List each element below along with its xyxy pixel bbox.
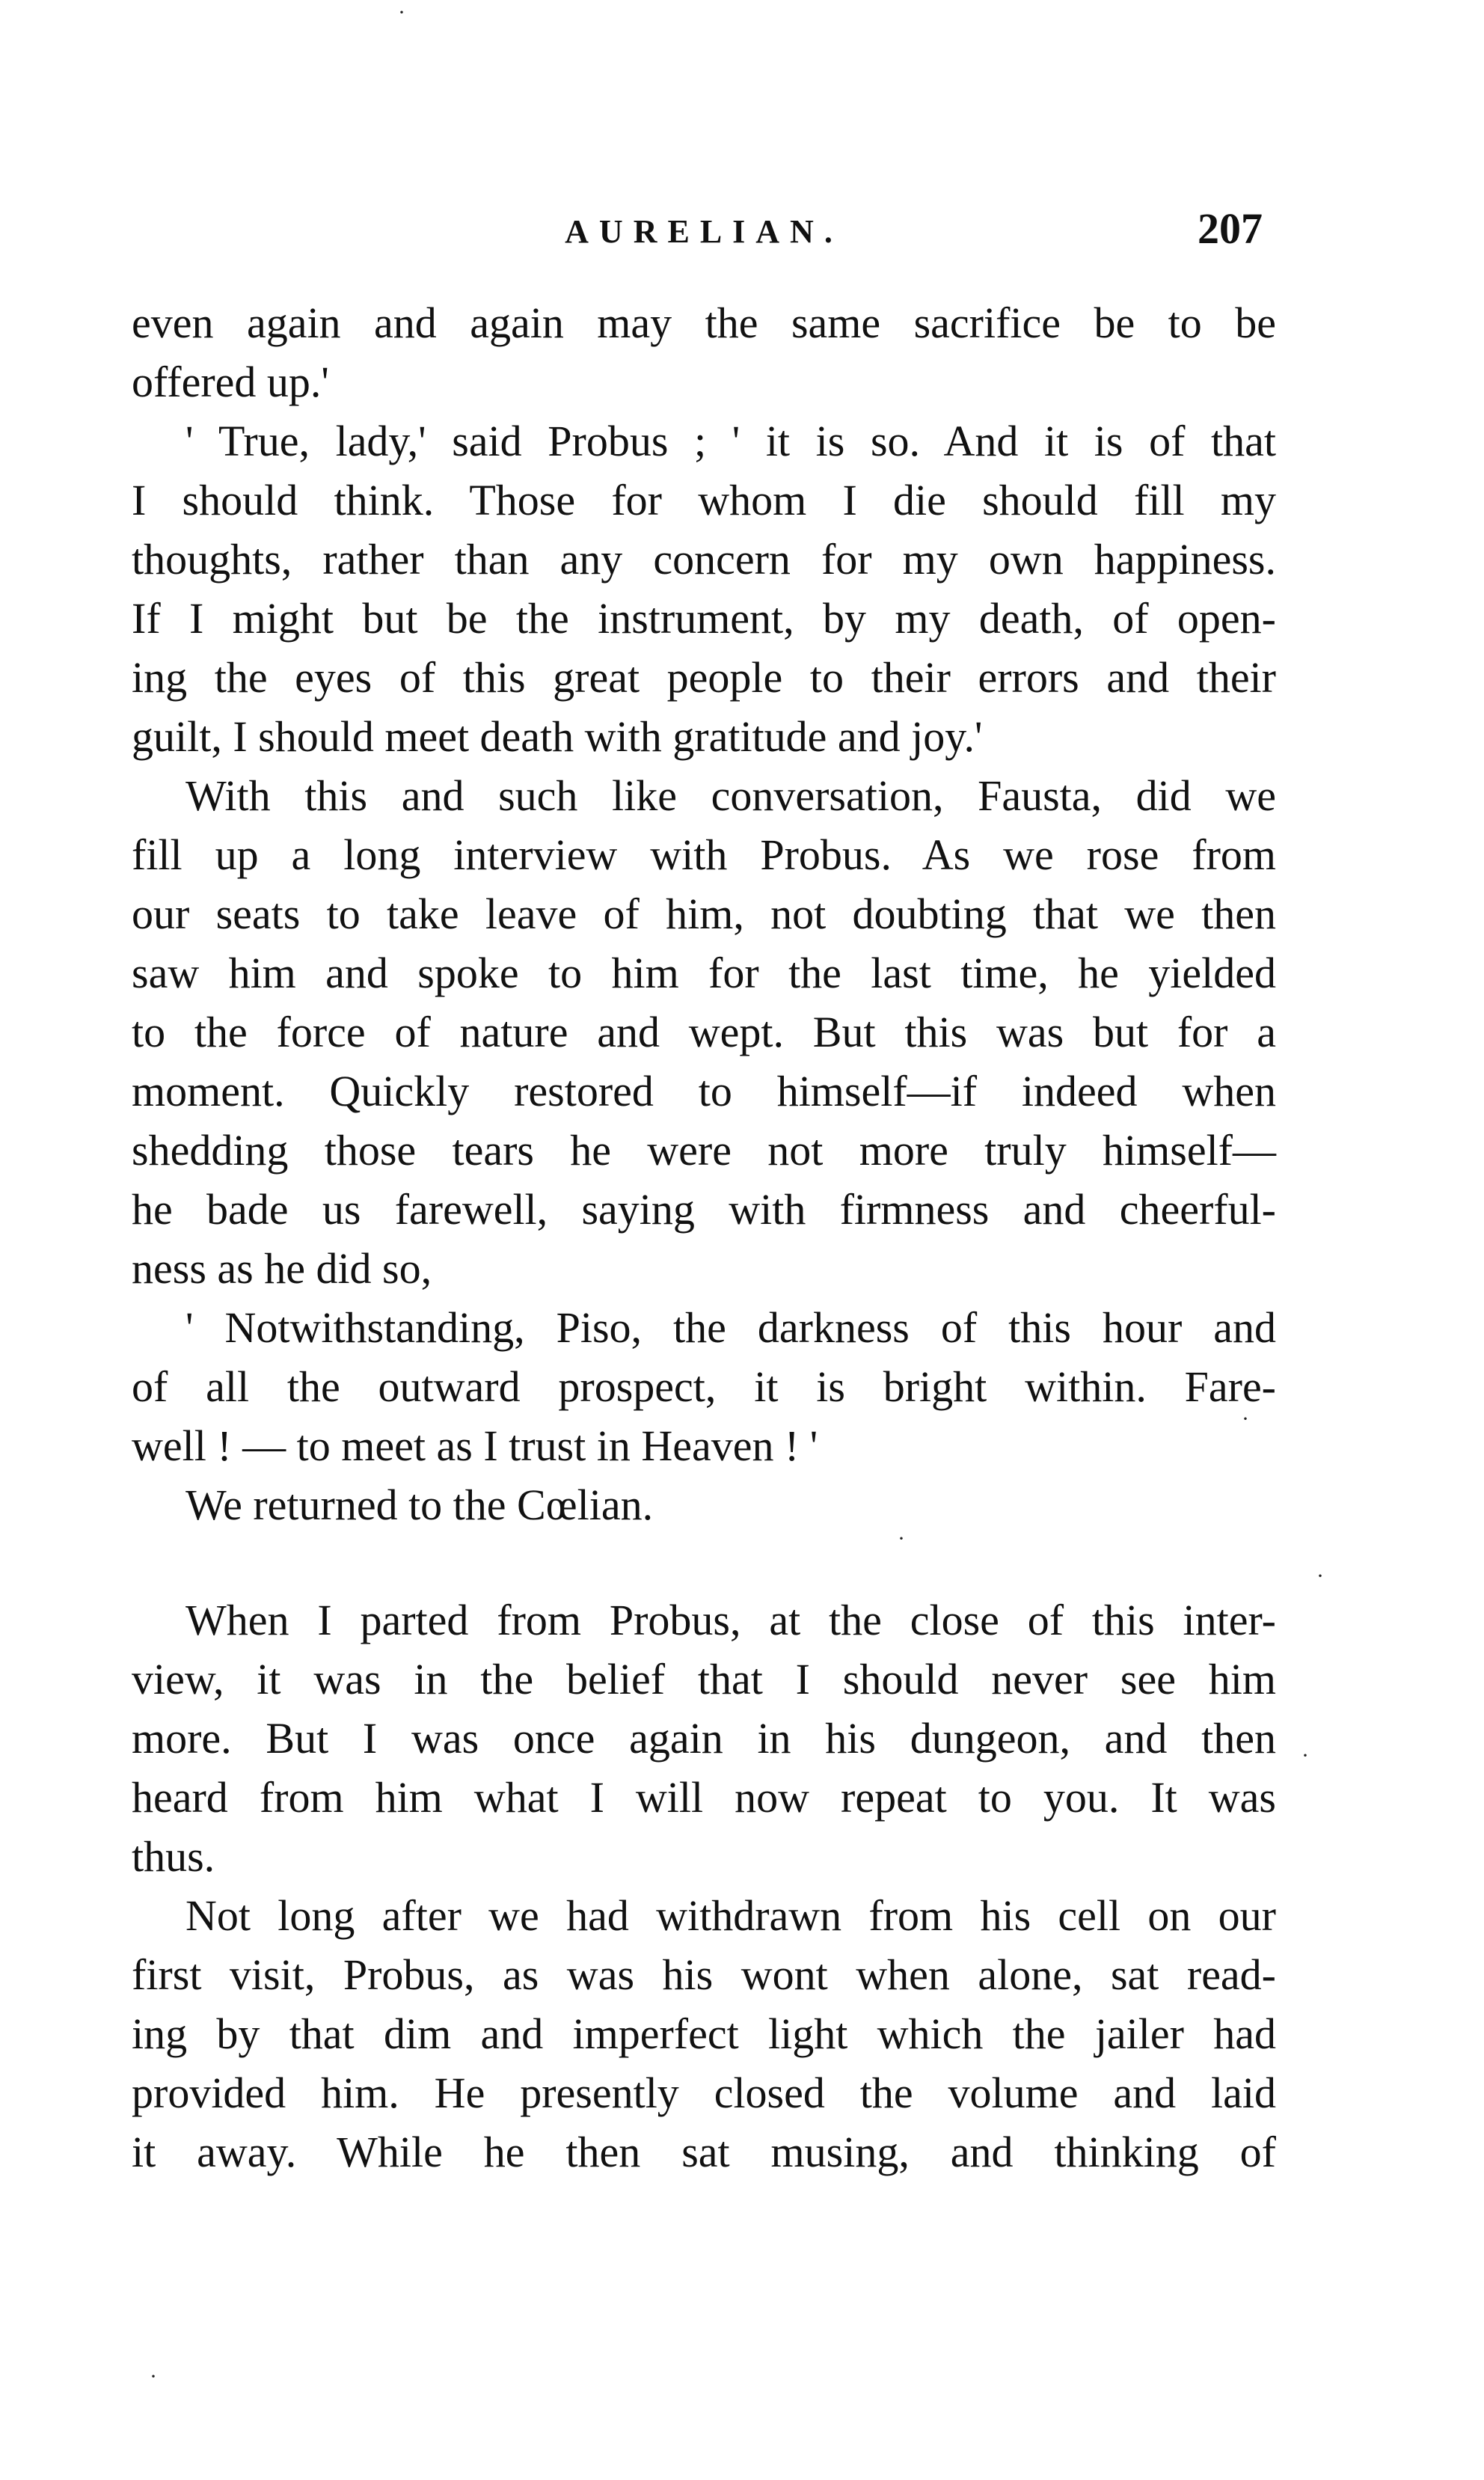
scan-speck: · [1242, 1406, 1249, 1431]
text-line: I should think. Those for whom I die should fill my [132, 476, 1276, 524]
text-line: moment. Quickly restored to himself—if indeed when [132, 1067, 1276, 1115]
page-header [132, 203, 1276, 263]
text-line: If I might but be the instrument, by my death, of open- [132, 594, 1276, 643]
scan-speck: · [150, 2364, 157, 2389]
text-line: well ! — to meet as I trust in Heaven ! ' [132, 1421, 818, 1470]
text-line: With this and such like conversation, Fausta, did we [186, 771, 1276, 820]
text-line: guilt, I should meet death with gratitude and joy.' [132, 712, 983, 761]
text-line: saw him and spoke to him for the last time, he yielded [132, 949, 1276, 997]
text-line: ' Notwithstanding, Piso, the darkness of this hour and [186, 1303, 1276, 1352]
scan-speck: · [1316, 1564, 1324, 1588]
text-line: thoughts, rather than any concern for my own happiness. [132, 535, 1276, 584]
text-line: view, it was in the belief that I should never see him [132, 1655, 1276, 1703]
text-line: ' True, lady,' said Probus ; ' it is so. And it is of that [186, 417, 1276, 465]
text-line: When I parted from Probus, at the close of this inter- [186, 1596, 1276, 1644]
section-break [132, 1534, 1276, 1590]
text-line: first visit, Probus, as was his wont when alone, sat read- [132, 1950, 1276, 1999]
running-title: AURELIAN. [565, 213, 843, 250]
text-line: Not long after we had withdrawn from his cell on our [186, 1891, 1276, 1940]
text-line: ness as he did so, [132, 1244, 432, 1293]
body-text [132, 293, 1276, 2182]
text-line: our seats to take leave of him, not doubting that we then [132, 890, 1276, 938]
text-line: provided him. He presently closed the volume and laid [132, 2069, 1276, 2117]
text-line: he bade us farewell, saying with firmness and cheerful- [132, 1185, 1276, 1234]
text-line: heard from him what I will now repeat to you. It was [132, 1773, 1276, 1822]
scan-speck: · [1301, 1743, 1309, 1768]
text-line: fill up a long interview with Probus. As we rose from [132, 830, 1276, 879]
text-line: offered up.' [132, 358, 329, 406]
text-line: We returned to the Cœlian. [186, 1481, 654, 1529]
text-line: ing by that dim and imperfect light which the jailer had [132, 2009, 1276, 2058]
text-line: of all the outward prospect, it is bright within. Fare- [132, 1362, 1276, 1411]
text-line: more. But I was once again in his dungeon, and then [132, 1714, 1276, 1763]
text-line: even again and again may the same sacrifice be to be [132, 298, 1276, 347]
page-number: 207 [1198, 204, 1263, 253]
text-line: thus. [132, 1832, 215, 1881]
text-line: shedding those tears he were not more truly himself— [132, 1126, 1276, 1175]
scan-speck: · [398, 0, 405, 25]
text-line: ing the eyes of this great people to their errors and their [132, 653, 1276, 702]
scan-speck: · [898, 1526, 905, 1551]
text-line: to the force of nature and wept. But this was but for a [132, 1008, 1276, 1056]
text-line: it away. While he then sat musing, and thinking of [132, 2128, 1276, 2176]
